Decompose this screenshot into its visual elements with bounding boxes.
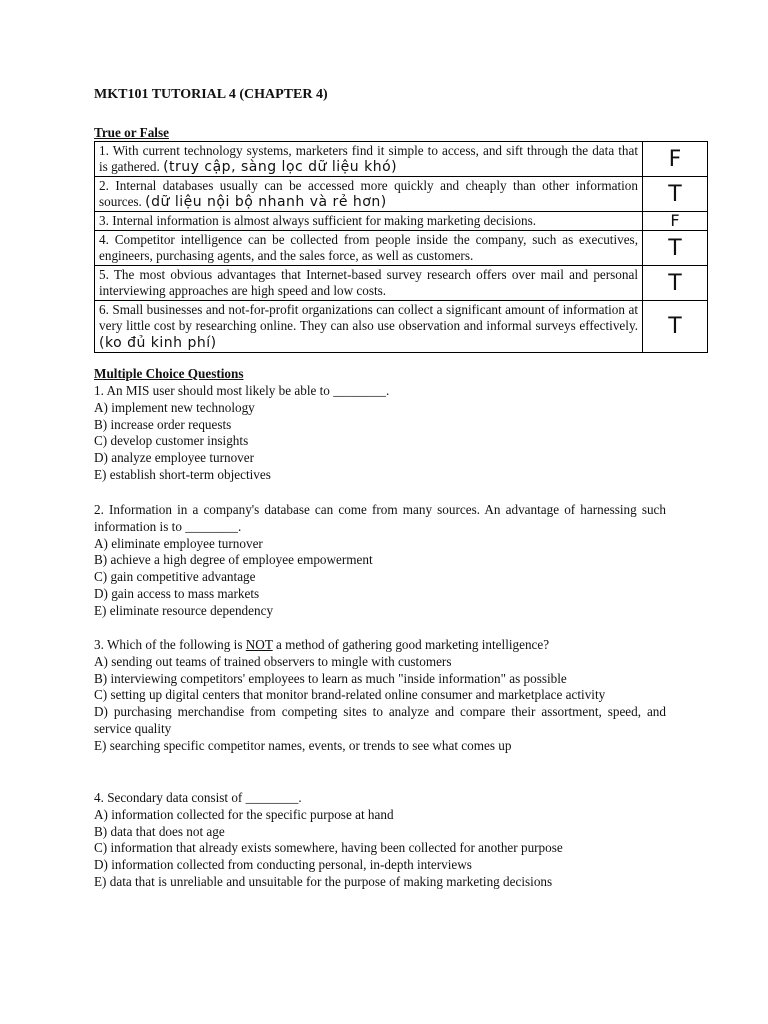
option-a: A) implement new technology [94, 399, 255, 415]
handwritten-answer: T [668, 181, 682, 207]
question-text-part: 3. Which of the following is [94, 637, 246, 652]
true-false-heading: True or False [94, 125, 169, 140]
option-c: C) information that already exists somewhere, having been collected for another purpose [94, 840, 563, 856]
statement-text: 4. Competitor intelligence can be collected from people inside the company, such as executives, engineers, purchasing agents, and the sales force, as well as customers. [99, 232, 638, 264]
question-emphasis: NOT [245, 637, 273, 652]
handwritten-answer: F [670, 211, 680, 230]
statement-cell [95, 212, 643, 231]
option-a: A) sending out teams of trained observers to mingle with customers [94, 653, 452, 669]
statement-text: 2. Internal databases usually can be accessed more quickly and cheaply than other information sources. [99, 178, 638, 210]
option-a: A) information collected for the specific purpose at hand [94, 806, 394, 822]
option-c: C) gain competitive advantage [94, 569, 256, 585]
question-2 [94, 502, 666, 620]
answer-cell [643, 177, 708, 212]
statement-cell [95, 231, 643, 266]
handwritten-note: (dữ liệu nội bộ nhanh và rẻ hơn) [145, 194, 387, 211]
table-row [95, 301, 708, 353]
answer-cell [643, 301, 708, 353]
statement-cell [95, 177, 643, 212]
question-4 [94, 790, 666, 891]
option-c: C) setting up digital centers that monitor brand-related online consumer and marketplace activity [94, 687, 606, 703]
handwritten-answer: T [668, 314, 682, 340]
answer-cell [643, 266, 708, 301]
option-b: B) achieve a high degree of employee empowerment [94, 552, 373, 568]
question-text: 4. Secondary data consist of ________. [94, 790, 302, 805]
option-d: D) information collected from conducting personal, in-depth interviews [94, 857, 472, 873]
option-b: B) increase order requests [94, 416, 232, 432]
answer-cell [643, 142, 708, 177]
handwritten-note: (truy cập, sàng lọc dữ liệu khó) [163, 159, 398, 176]
statement-cell [95, 266, 643, 301]
answer-cell [643, 231, 708, 266]
option-d: D) gain access to mass markets [94, 585, 260, 601]
statement-text: 5. The most obvious advantages that Internet-based survey research offers over mail and personal interviewing approaches are high speed and low costs. [99, 267, 638, 299]
option-d: D) purchasing merchandise from competing sites to analyze and compare their assortment, speed, and service quality [94, 704, 666, 736]
question-1 [94, 383, 666, 484]
question-3 [94, 637, 666, 755]
option-b: B) interviewing competitors' employees to learn as much "inside information" as possible [94, 670, 567, 686]
multiple-choice-heading: Multiple Choice Questions [94, 366, 244, 381]
option-e: E) eliminate resource dependency [94, 602, 274, 618]
option-d: D) analyze employee turnover [94, 450, 255, 466]
table-row [95, 231, 708, 266]
handwritten-answer: T [668, 235, 682, 261]
question-text: 1. An MIS user should most likely be able to ________. [94, 383, 390, 398]
statement-text: 6. Small businesses and not-for-profit organizations can collect a significant amount of information at very little cost by researching online. They can also use observation and informal surveys effectively. [99, 302, 638, 334]
handwritten-note: (ko đủ kinh phí) [99, 334, 217, 351]
answer-cell [643, 212, 708, 231]
option-e: E) searching specific competitor names, events, or trends to see what comes up [94, 737, 512, 753]
true-false-table [94, 141, 708, 353]
table-row [95, 177, 708, 212]
statement-text: 1. With current technology systems, marketers find it simple to access, and sift through the data that is gathered. [99, 143, 638, 175]
handwritten-answer: T [668, 270, 682, 296]
table-row [95, 142, 708, 177]
page-title: MKT101 TUTORIAL 4 (CHAPTER 4) [94, 87, 328, 102]
statement-cell [95, 142, 643, 177]
question-text: 2. Information in a company's database can come from many sources. An advantage of harnessing such information is to ________. [94, 502, 666, 534]
handwritten-answer: F [668, 146, 682, 172]
option-e: E) establish short-term objectives [94, 466, 271, 482]
statement-text: 3. Internal information is almost always sufficient for making marketing decisions. [99, 213, 537, 228]
question-text-part: a method of gathering good marketing intelligence? [272, 637, 550, 652]
table-row [95, 266, 708, 301]
statement-cell [95, 301, 643, 353]
option-a: A) eliminate employee turnover [94, 535, 263, 551]
option-c: C) develop customer insights [94, 433, 249, 449]
table-row [95, 212, 708, 231]
option-b: B) data that does not age [94, 823, 225, 839]
option-e: E) data that is unreliable and unsuitable for the purpose of making marketing decisions [94, 873, 553, 889]
question-text [94, 637, 666, 654]
